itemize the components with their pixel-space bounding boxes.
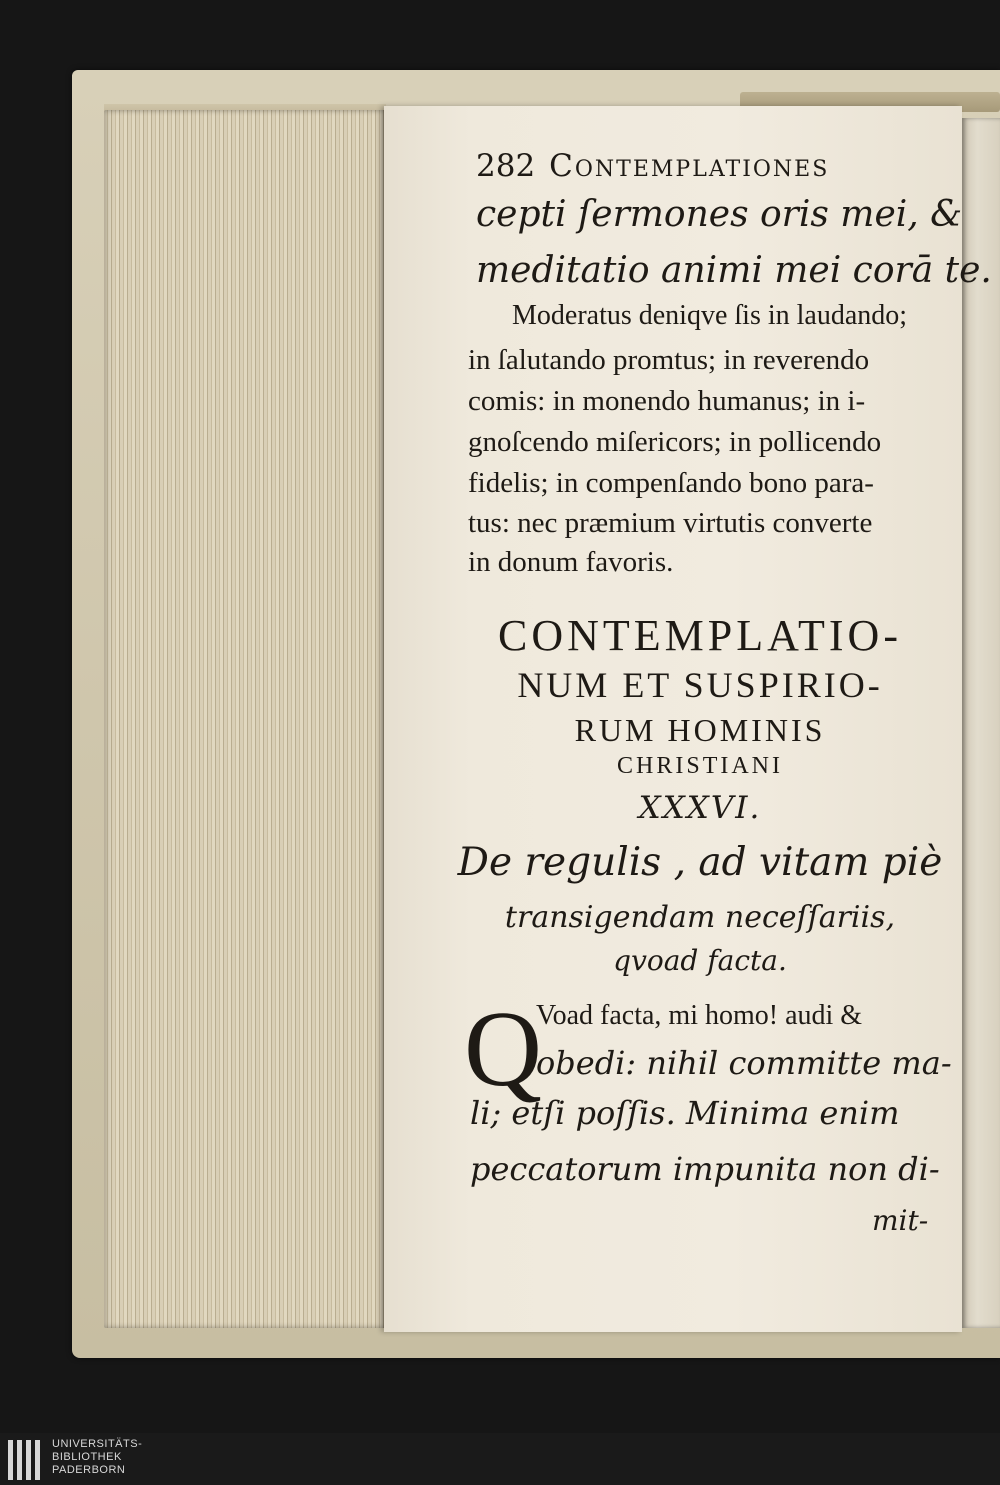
page-number: 282 (476, 148, 536, 184)
para3-line-3: li; etſi poſſis. Minima enim (470, 1094, 900, 1132)
para2-line-3: comis: in monendo humanus; in i- (468, 385, 866, 417)
para3-catchword: mit- (872, 1204, 929, 1237)
para3-line-4: peccatorum impunita non di- (470, 1150, 940, 1188)
para2-line-5: fidelis; in compenſando bono para- (468, 467, 874, 499)
subheading-line-2: transigendam neceſſariis, (504, 900, 896, 935)
facing-page (962, 118, 1000, 1328)
para2-line-4: gnoſcendo miſericors; in pollicendo (468, 426, 882, 458)
subheading-line-1: De regulis , ad vitam piè (457, 840, 943, 885)
para2-line-7: in donum favoris. (468, 546, 674, 578)
running-head-title: Contemplationes (549, 148, 830, 184)
heading-line-2: NUM ET SUSPIRIO- (517, 665, 883, 705)
para1-line-1: cepti ſermones oris mei, & (476, 194, 963, 235)
library-logo-line-1: UNIVERSITÄTS- (52, 1438, 143, 1450)
para2-line-2: in ſalutando promtus; in reverendo (468, 344, 870, 376)
para3-line-2: obedi: nihil committe ma- (536, 1044, 952, 1082)
heading-line-1: CONTEMPLATIO- (498, 611, 902, 660)
library-logo-icon (8, 1440, 44, 1480)
library-logo-text (52, 1438, 142, 1477)
heading-line-3: RUM HOMINIS (574, 712, 826, 748)
library-logo-line-2: BIBLIOTHEK (52, 1451, 122, 1463)
footer-strip (0, 1433, 1000, 1485)
para2-line-1: Moderatus deniqve ſis in laudando; (512, 300, 908, 331)
library-logo-line-3: PADERBORN (52, 1464, 126, 1476)
subheading-line-3: qvoad facta. (613, 944, 787, 977)
para1-line-2: meditatio animi mei corā te. (476, 250, 992, 291)
page-block-edge (104, 110, 386, 1328)
heading-line-4: CHRISTIANI (617, 753, 783, 779)
heading-number: XXXVI. (638, 790, 762, 826)
para2-line-6: tus: nec præmium virtutis converte (468, 507, 873, 539)
para3-line-1: Voad facta, mi homo! audi & (536, 1000, 863, 1031)
running-head (476, 148, 829, 184)
drop-cap: Q (464, 990, 542, 1109)
